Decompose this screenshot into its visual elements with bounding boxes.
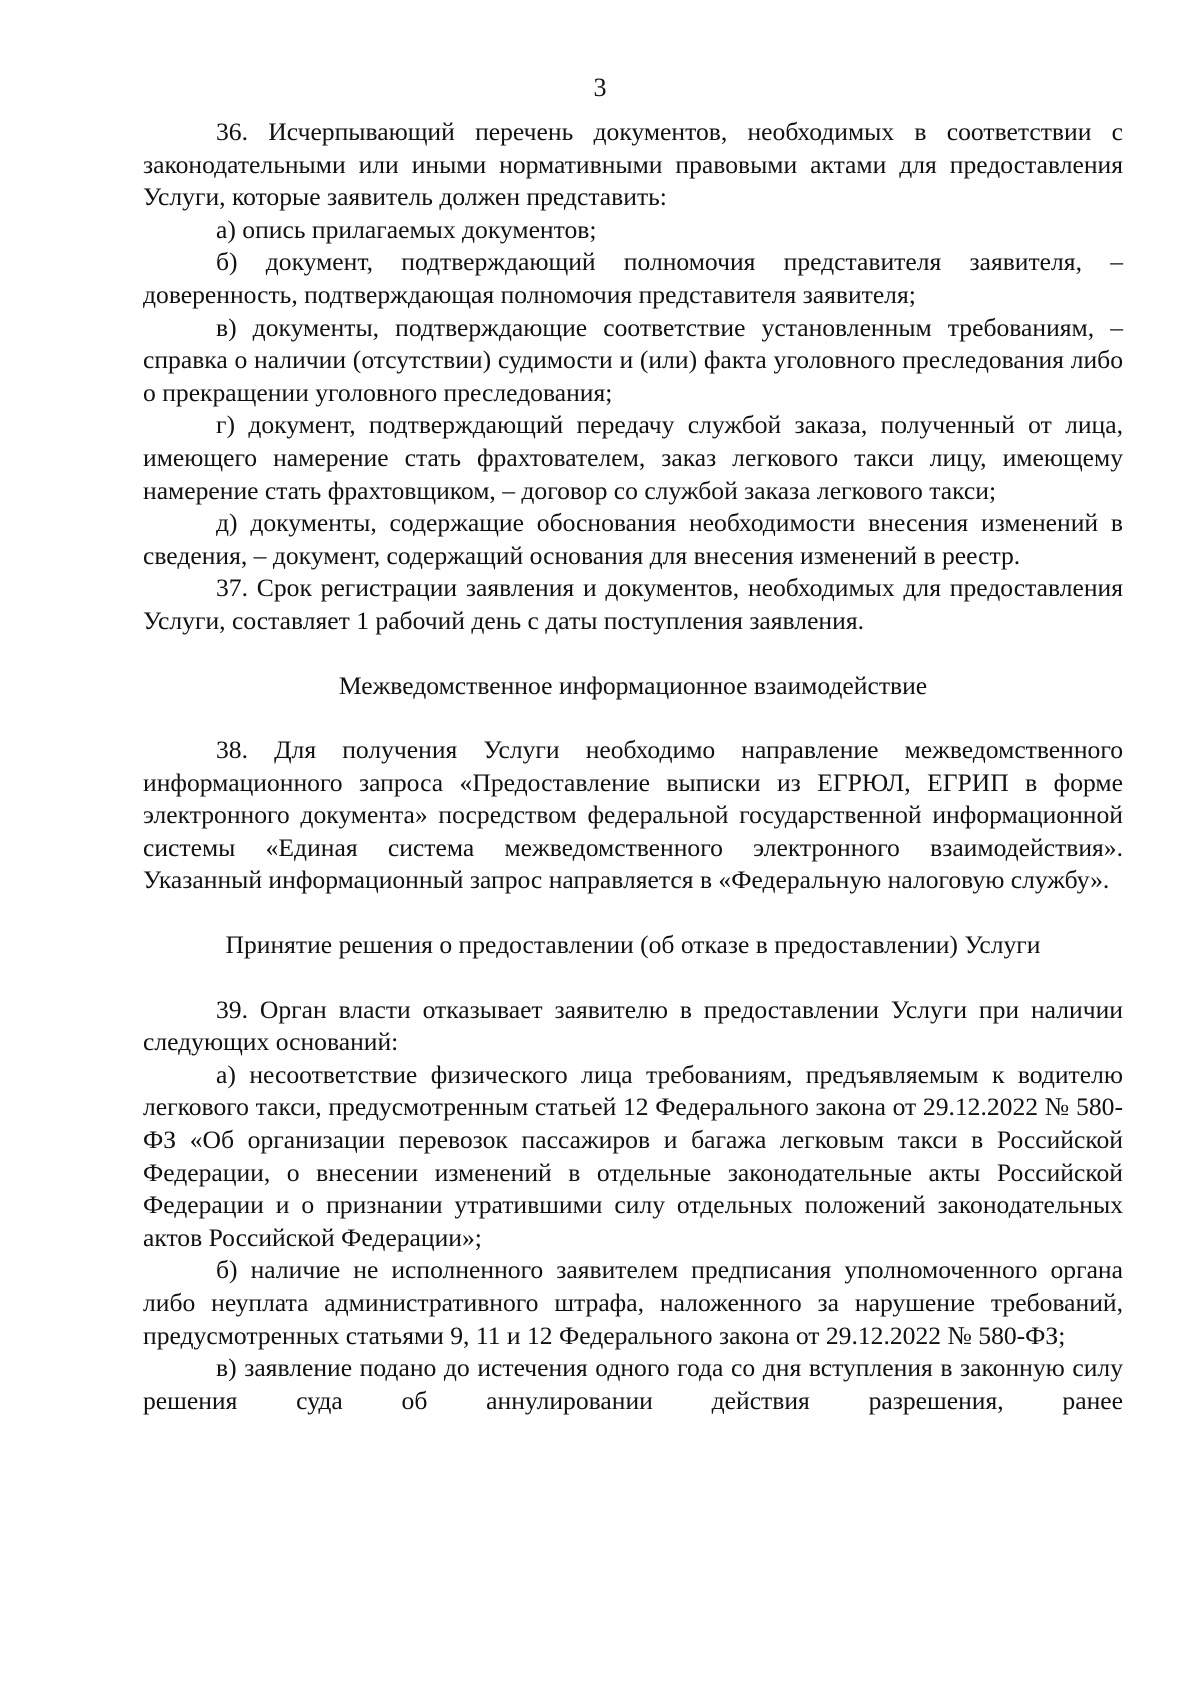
paragraph-36-b: б) документ, подтверждающий полномочия представителя заявителя, – доверенность, подтверждающая полномочия представителя заявителя; — [143, 247, 1123, 309]
paragraph-36-v: в) документы, подтверждающие соответствие установленным требованиям, – справка о наличии (отсутствии) судимости и (или) факта уголовного преследования либо о прекращении уголовного преследования; — [143, 312, 1123, 407]
paragraph-36-a: а) опись прилагаемых документов; — [216, 214, 597, 244]
paragraph-36-g: г) документ, подтверждающий передачу службой заказа, полученный от лица, имеющего намерение стать фрахтователем, заказ легкового такси лицу, имеющему намерение стать фрахтовщиком, – договор со службой заказа легкового такси; — [143, 410, 1123, 505]
paragraph-39-b: б) наличие не исполненного заявителем предписания уполномоченного органа либо неуплата административного штрафа, наложенного за нарушение требований, предусмотренных статьями 9, 11 и 12 Федерального закона от 29.12.2022 № 580-ФЗ; — [143, 1255, 1123, 1350]
section-heading-decision: Принятие решения о предоставлении (об отказе в предоставлении) Услуги — [225, 930, 1041, 960]
paragraph-39-a: а) несоответствие физического лица требованиям, предъявляемым к водителю легкового такси, предусмотренным статьей 12 Федерального закона от 29.12.2022 № 580-ФЗ «Об организации перевозок пассажиров и багажа легковым такси в Российской Федерации, о внесении изменений в отдельные законодательные акты Российской Федерации и о признании утратившими силу отдельных положений законодательных актов Российской Федерации»; — [143, 1059, 1123, 1252]
paragraph-39-v: в) заявление подано до истечения одного года со дня вступления в законную силу решения суда об аннулировании действия разрешения, ранее — [143, 1353, 1123, 1415]
paragraph-38: 38. Для получения Услуги необходимо направление межведомственного информационного запроса «Предоставление выписки из ЕГРЮЛ, ЕГРИП в форме электронного документа» посредством федеральной государственной информационной системы «Единая система межведомственного электронного взаимодействия». Указанный информационный запрос направляется в «Федеральную налоговую службу». — [143, 735, 1123, 895]
page-number: 3 — [593, 73, 607, 102]
document-body — [143, 116, 1123, 1417]
paragraph-39: 39. Орган власти отказывает заявителю в предоставлении Услуги при наличии следующих оснований: — [143, 994, 1123, 1057]
section-heading-interagency: Межведомственное информационное взаимодействие — [338, 670, 928, 700]
paragraph-37: 37. Срок регистрации заявления и документов, необходимых для предоставления Услуги, составляет 1 рабочий день с даты поступления заявления. — [143, 573, 1123, 635]
paragraph-36: 36. Исчерпывающий перечень документов, необходимых в соответствии с законодательными или иными нормативными правовыми актами для предоставления Услуги, которые заявитель должен представить: — [143, 117, 1123, 212]
paragraph-36-d: д) документы, содержащие обоснования необходимости внесения изменений в сведения, – документ, содержащий основания для внесения изменений в реестр. — [143, 508, 1123, 570]
